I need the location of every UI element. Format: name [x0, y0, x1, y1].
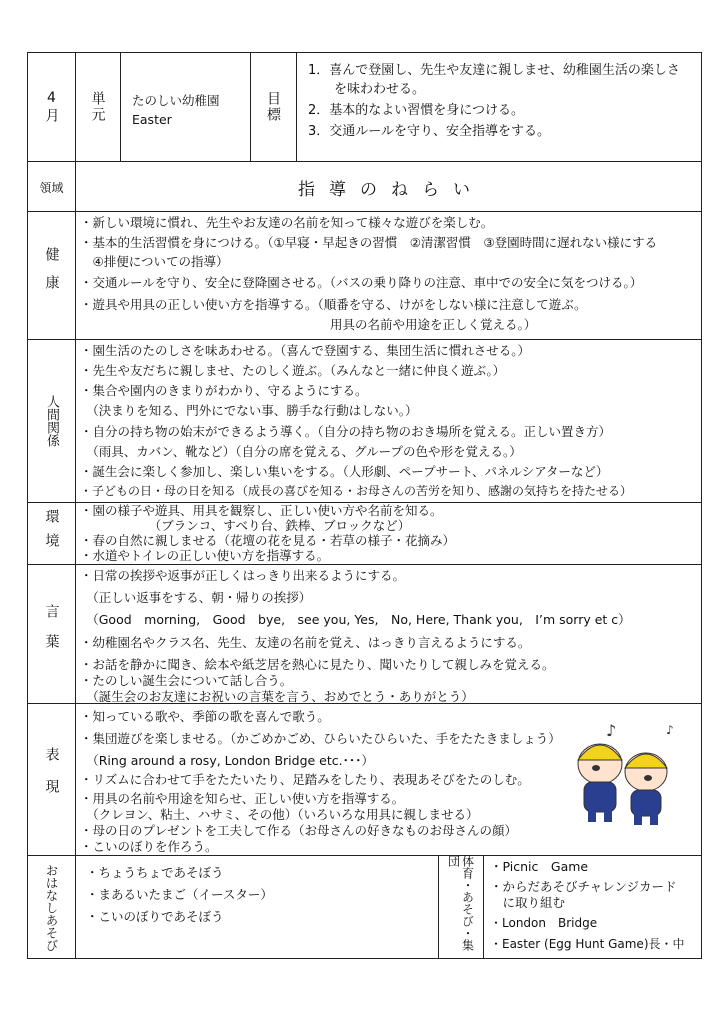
unit-line-2: Easter — [132, 112, 172, 127]
goal-3: 3．交通ルールを守り、安全指導をする。 — [308, 124, 551, 139]
health-line-4: ・交通ルールを守り、安全に登降園させる。（バスの乗り降りの注意、車中での安全に気をつける。） — [80, 275, 643, 290]
health-line-2: ・基本的生活習慣を身につける。（①早寝・早起きの習慣 ②清潔習慣 ③登園時間に遅れない様にする — [80, 235, 658, 250]
expression-line-5: ・用具の名前や用途を知らせ、正しい使い方を指導する。 — [80, 791, 405, 806]
story-item-2: ・まあるいたまご（イースター） — [86, 887, 273, 902]
expression-line-1: ・知っている歌や、季節の歌を喜んで歌う。 — [80, 709, 330, 724]
pe-item-1: ・Picnic Game — [490, 859, 589, 874]
pe-item-4: ・London Bridge — [490, 916, 598, 930]
relations-line-3: ・集合や園内のきまりがわかり、守るようにする。 — [80, 383, 368, 398]
environment-divider — [28, 564, 701, 565]
goal-2: 2．基本的なよい習慣を身につける。 — [308, 103, 525, 118]
story-play-label: おはなしあそび — [44, 863, 59, 952]
expression-divider — [28, 855, 701, 856]
expression-line-8: ・こいのぼりを作ろう。 — [80, 839, 218, 854]
goal-label: 目標 — [265, 91, 281, 123]
unit-label: 単元 — [89, 91, 106, 123]
relations-line-2: ・先生や友だちに親しませ、たのしく遊ぶ。（みんなと一緒に仲良く遊ぶ。） — [80, 363, 506, 378]
goal-1: 1．喜んで登園し、先生や友達に親しませ、幼稚園生活の楽しさ — [308, 63, 680, 78]
story-item-1: ・ちょうちょであそぼう — [86, 865, 224, 880]
language-line-3: （Good morning, Good bye, see you, Yes, No, Here, Thank you, I’m sorry et c） — [80, 612, 631, 627]
pe-item-3: に取り組む — [490, 895, 566, 910]
health-line-5: ・遊具や用具の正しい使い方を指導する。（順番を守る、けがをしない様に注意して遊ぶ。 — [80, 297, 587, 312]
expression-line-4: ・リズムに合わせて手をたたいたり、足踏みをしたり、表現あそびをたのしむ。 — [80, 772, 530, 787]
month-cell: 4月 — [43, 90, 60, 124]
language-line-5: ・お話を静かに聞き、絵本や紙芝居を熱心に見たり、聞いたりして親しみを覚える。 — [80, 657, 555, 672]
health-line-1: ・新しい環境に慣れ、先生やお友達の名前を知って様々な遊びを楽しむ。 — [80, 215, 494, 230]
child-right — [625, 753, 667, 825]
header-vline-2 — [120, 53, 121, 161]
story-item-3: ・こいのぼりであそぼう — [86, 909, 224, 924]
expression-line-2: ・集団遊びを楽しませる。（かごめかごめ、ひらいたひらいた、手をたたきましょう） — [80, 731, 561, 746]
title-row-divider — [28, 211, 701, 212]
header-vline-4 — [296, 53, 297, 161]
section-label-relations: 人間関係 — [44, 394, 59, 447]
health-line-3: ④排便についての指導） — [80, 254, 229, 269]
section-label-expression: 表現 — [43, 747, 60, 811]
health-divider — [28, 339, 701, 340]
relations-line-1: ・園生活のたのしさを味あわせる。（喜んで登園する、集団生活に慣れさせる。） — [80, 343, 531, 358]
svg-text:♪: ♪ — [606, 721, 617, 740]
child-left — [578, 744, 622, 822]
relations-line-8: ・子どもの日・母の日を知る（成長の喜びを知る・お母さんの苦労を知り、感謝の気持ちを持たせる） — [80, 484, 633, 498]
language-line-7: （誕生会のお友達にお祝いの言葉を言う、おめでとう・ありがとう） — [80, 689, 474, 704]
environment-line-2: （ブランコ、すべり台、鉄棒、ブロックなど） — [80, 518, 411, 533]
language-line-4: ・幼稚園名やクラス名、先生、友達の名前を覚え、はっきり言えるようにする。 — [80, 635, 531, 650]
music-note-icon — [606, 721, 674, 740]
expression-line-6: （クレヨン、粘土、ハサミ、その他）（いろいろな用具に親しませる） — [80, 807, 479, 822]
relations-line-4: （決まりを知る、門外にでない事、勝手な行動はしない。） — [80, 403, 418, 418]
page-title: 指導のねらい — [298, 180, 484, 200]
environment-line-3: ・春の自然に親しませる（花壇の花を見る・若草の様子・花摘み） — [80, 533, 456, 548]
health-line-6: 用具の名前や用途を正しく覚える。） — [80, 317, 537, 332]
environment-line-1: ・園の様子や遊具、用具を観察し、正しい使い方や名前を知る。 — [80, 503, 443, 518]
language-line-2: （正しい返事をする、朝・帰りの挨拶） — [80, 590, 312, 605]
language-line-6: ・たのしい誕生会について話し合う。 — [80, 673, 293, 688]
section-label-language: 言葉 — [43, 603, 60, 664]
pe-play-label: 体育・あそび・集団 — [446, 855, 475, 951]
label-column-line — [75, 161, 76, 958]
expression-line-3: （Ring around a rosy, London Bridge etc.･･･） — [80, 753, 374, 768]
environment-line-4: ・水道やトイレの正しい使い方を指導する。 — [80, 548, 330, 563]
language-line-1: ・日常の挨拶や返事が正しくはっきり出来るようにする。 — [80, 568, 406, 583]
pe-item-5: ・Easter (Egg Hunt Game)長・中 — [490, 937, 685, 951]
relations-line-7: ・誕生会に楽しく参加し、楽しい集いをする。（人形劇、ペープサート、パネルシアターなど） — [80, 464, 609, 479]
svg-text:♪: ♪ — [666, 723, 674, 737]
domain-label: 領域 — [39, 181, 64, 195]
children-illustration — [562, 718, 686, 828]
goal-1-cont: を味わわせる。 — [308, 82, 426, 97]
section-label-environment: 環境 — [43, 509, 60, 557]
relations-line-6: （雨具、カバン、靴など）（自分の席を覚える、グループの色や形を覚える。） — [80, 444, 522, 459]
bottom-vline-2 — [483, 855, 484, 958]
pe-item-2: ・からだあそびチャレンジカード — [490, 879, 677, 894]
expression-line-7: ・母の日のプレゼントを工夫して作る（お母さんの好きなものお母さんの顔） — [80, 823, 518, 838]
header-divider — [28, 161, 701, 162]
unit-line-1: たのしい幼稚園 — [132, 93, 220, 108]
relations-line-5: ・自分の持ち物の始末ができるよう導く。（自分の持ち物のおき場所を覚える。正しい置き方） — [80, 424, 612, 439]
section-label-health: 健康 — [43, 247, 60, 303]
